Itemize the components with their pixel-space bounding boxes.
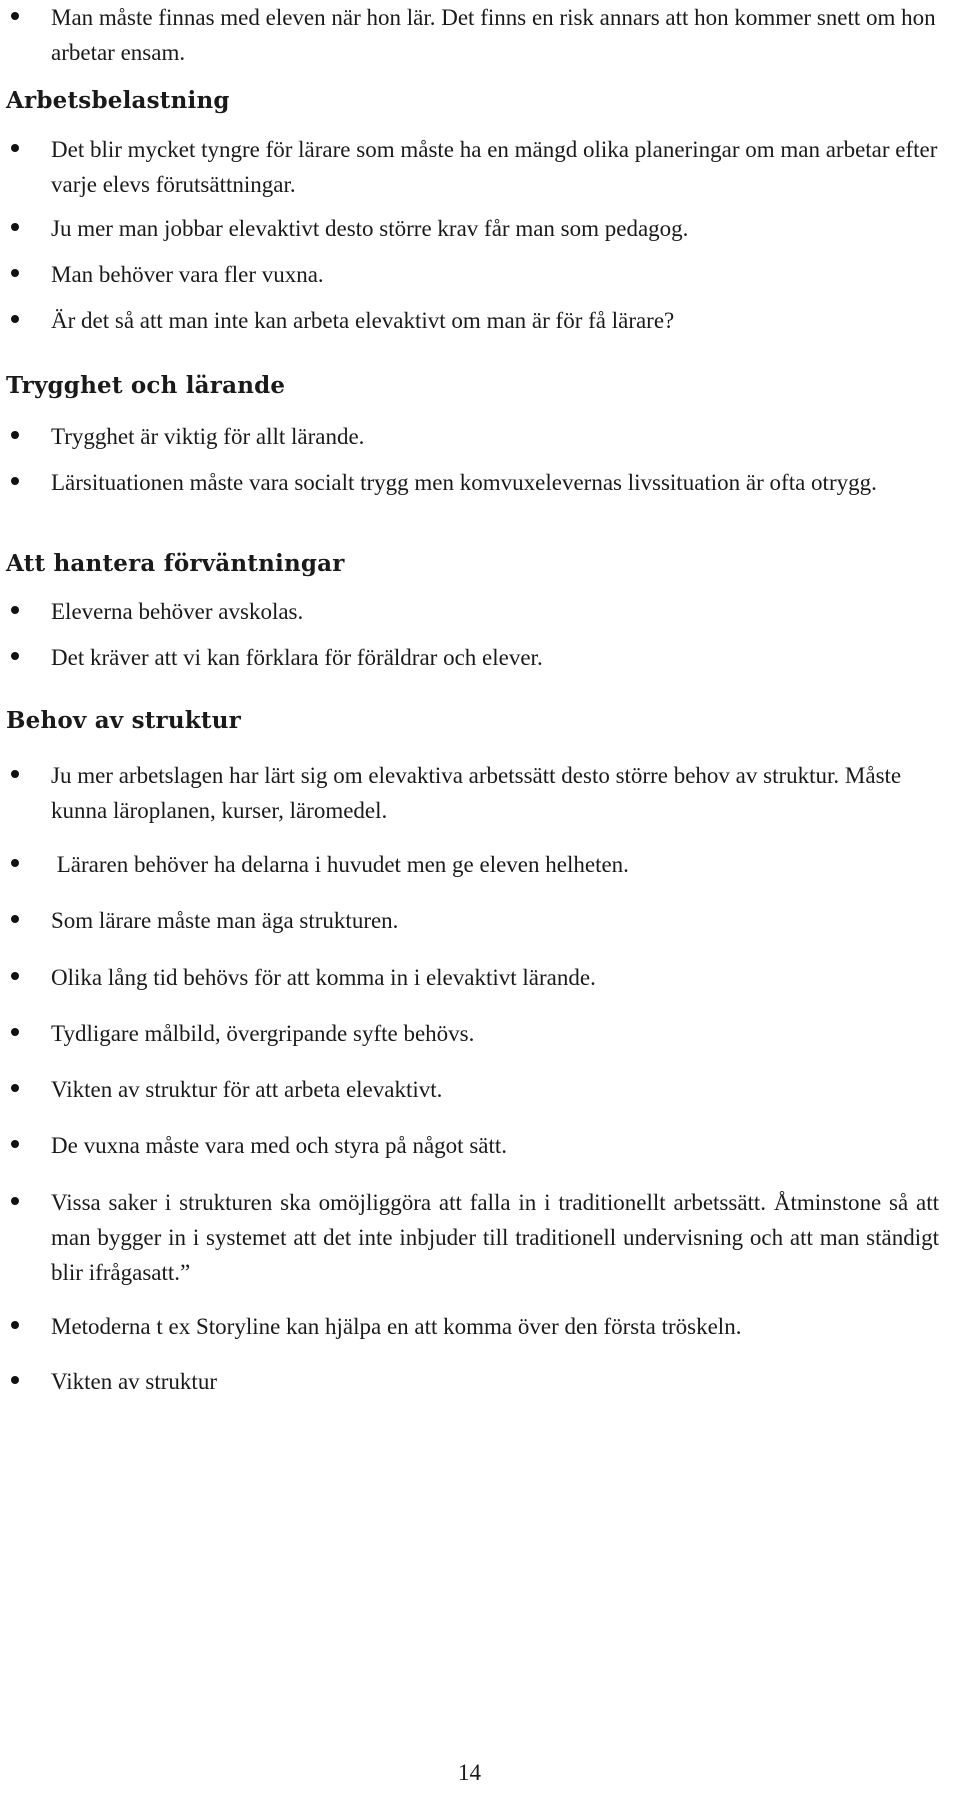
bullet-icon [11, 859, 19, 867]
list-item-text: Man behöver vara fler vuxna. [51, 262, 324, 287]
bullet-icon [11, 431, 19, 439]
list-item-text: Vissa saker i strukturen ska omöjliggöra att falla in i traditionellt arbetssätt. Åtminstone så att man bygger in i systemet att det inte inbjuder till traditionell undervisning och att man ständigt blir ifrågasatt.” [51, 1190, 939, 1285]
list-item-text: Det blir mycket tyngre för lärare som måste ha en mängd olika planeringar om man arbetar efter varje elevs förutsättningar. [51, 137, 938, 197]
bullet-icon [11, 1376, 19, 1384]
list-item-text: Man måste finnas med eleven när hon lär. Det finns en risk annars att hon kommer snett om hon arbetar ensam. [51, 5, 936, 65]
list-item-text: Tydligare målbild, övergripande syfte behövs. [51, 1021, 475, 1046]
bullet-icon [11, 915, 19, 923]
bullet-icon [11, 1321, 19, 1329]
bullet-icon [11, 12, 19, 20]
list-item-text: Det kräver att vi kan förklara för föräldrar och elever. [51, 645, 543, 670]
section-heading: Trygghet och lärande [6, 372, 286, 399]
bullet-icon [11, 315, 19, 323]
bullet-icon [11, 1084, 19, 1092]
list-item-text: De vuxna måste vara med och styra på något sätt. [51, 1133, 508, 1158]
section-heading: Att hantera förväntningar [6, 550, 345, 577]
section-heading: Arbetsbelastning [6, 87, 230, 114]
list-item-text: Som lärare måste man äga strukturen. [51, 908, 399, 933]
bullet-icon [11, 1197, 19, 1205]
section-heading: Behov av struktur [6, 707, 241, 734]
bullet-icon [11, 1028, 19, 1036]
list-item-text: Läraren behöver ha delarna i huvudet men ge eleven helheten. [51, 852, 629, 877]
bullet-icon [11, 770, 19, 778]
list-item-text: Ju mer arbetslagen har lärt sig om elevaktiva arbetssätt desto större behov av struktur. Måste kunna läroplanen, kurser, läromedel. [51, 763, 902, 823]
list-item-text: Vikten av struktur [51, 1369, 217, 1394]
list-item-text: Ju mer man jobbar elevaktivt desto större krav får man som pedagog. [51, 216, 689, 241]
bullet-icon [11, 144, 19, 152]
bullet-icon [11, 652, 19, 660]
bullet-icon [11, 477, 19, 485]
list-item-text: Eleverna behöver avskolas. [51, 599, 304, 624]
list-item-text: Metoderna t ex Storyline kan hjälpa en att komma över den första tröskeln. [51, 1314, 742, 1339]
list-item-text: Trygghet är viktig för allt lärande. [51, 424, 365, 449]
bullet-icon [11, 269, 19, 277]
bullet-icon [11, 606, 19, 614]
bullet-icon [11, 1140, 19, 1148]
page-number: 14 [458, 1760, 481, 1785]
bullet-icon [11, 223, 19, 231]
bullet-icon [11, 972, 19, 980]
list-item-text: Lärsituationen måste vara socialt trygg men komvuxelevernas livssituation är ofta otrygg. [51, 470, 877, 495]
list-item-text: Är det så att man inte kan arbeta elevaktivt om man är för få lärare? [51, 308, 675, 333]
list-item-text: Vikten av struktur för att arbeta elevaktivt. [51, 1077, 443, 1102]
list-item-text: Olika lång tid behövs för att komma in i elevaktivt lärande. [51, 965, 596, 990]
